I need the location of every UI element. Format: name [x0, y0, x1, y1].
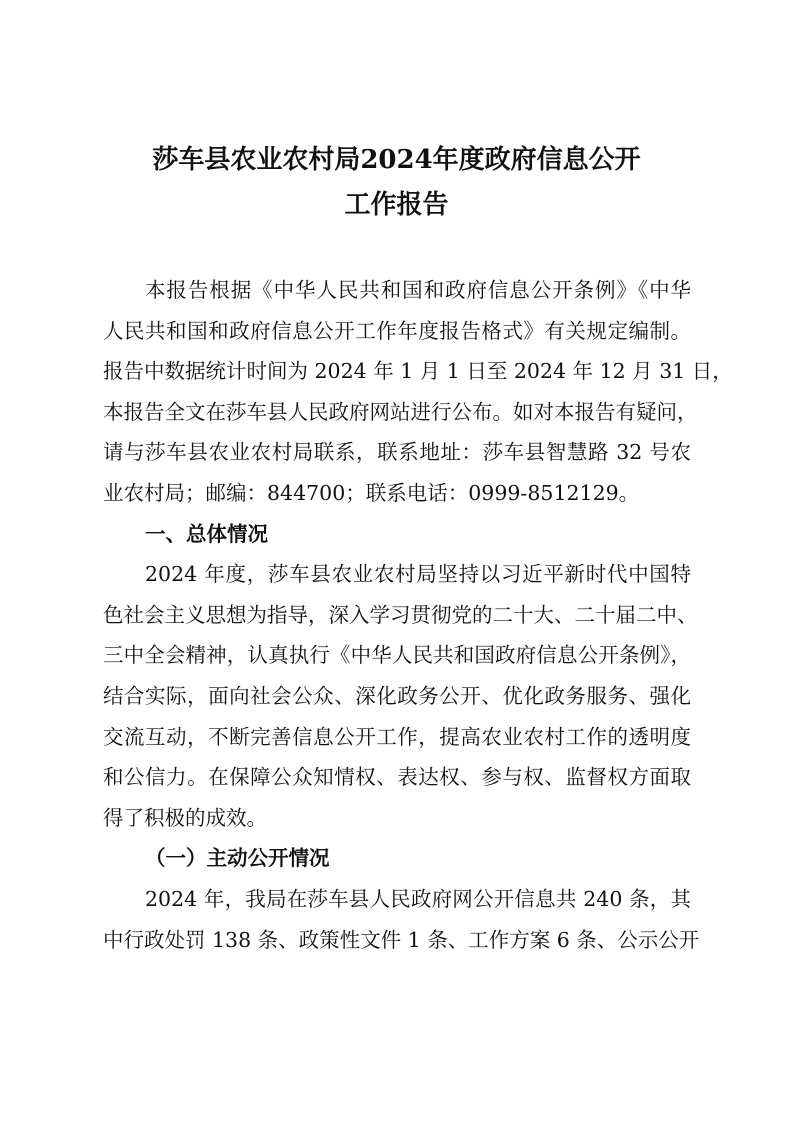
paragraph-line: 报告中数据统计时间为 2024 年 1 月 1 日至 2024 年 12 月 31 日， [103, 359, 733, 384]
paragraph-line: 人民共和国和政府信息公开工作年度报告格式》有关规定编制。 [103, 318, 691, 343]
paragraph-line: 得了积极的成效。 [103, 805, 267, 830]
document-body [103, 274, 733, 964]
paragraph-line: 中行政处罚 138 条、政策性文件 1 条、工作方案 6 条、公示公开 [103, 927, 700, 952]
paragraph-line: 交流互动，不断完善信息公开工作，提高农业农村工作的透明度 [103, 724, 691, 749]
paragraph-line: 本报告根据《中华人民共和国和政府信息公开条例》《中华 [145, 278, 691, 302]
paragraph-line: 2024 年度，莎车县农业农村局坚持以习近平新时代中国特 [145, 562, 691, 587]
document-title-line-2: 工作报告 [344, 190, 449, 220]
paragraph-line: 2024 年，我局在莎车县人民政府网公开信息共 240 条，其 [145, 886, 691, 911]
paragraph-line: 和公信力。在保障公众知情权、表达权、参与权、监督权方面取 [103, 765, 691, 790]
paragraph-line: 结合实际，面向社会公众、深化政务公开、优化政务服务、强化 [103, 683, 691, 708]
paragraph-line: 三中全会精神，认真执行《中华人民共和国政府信息公开条例》， [103, 643, 691, 668]
document-title-line-1: 莎车县农业农村局2024年度政府信息公开 [152, 145, 641, 175]
section-heading: 一、总体情况 [145, 521, 268, 546]
paragraph-line: 本报告全文在莎车县人民政府网站进行公布。如对本报告有疑问， [103, 399, 698, 424]
paragraph-line: 色社会主义思想为指导，深入学习贯彻党的二十大、二十届二中、 [103, 602, 698, 627]
paragraph-line: 请与莎车县农业农村局联系，联系地址：莎车县智慧路 32 号农 [103, 440, 691, 465]
section-heading: （一）主动公开情况 [145, 846, 330, 871]
paragraph-line: 业农村局；邮编：844700；联系电话：0999-8512129。 [103, 480, 640, 505]
